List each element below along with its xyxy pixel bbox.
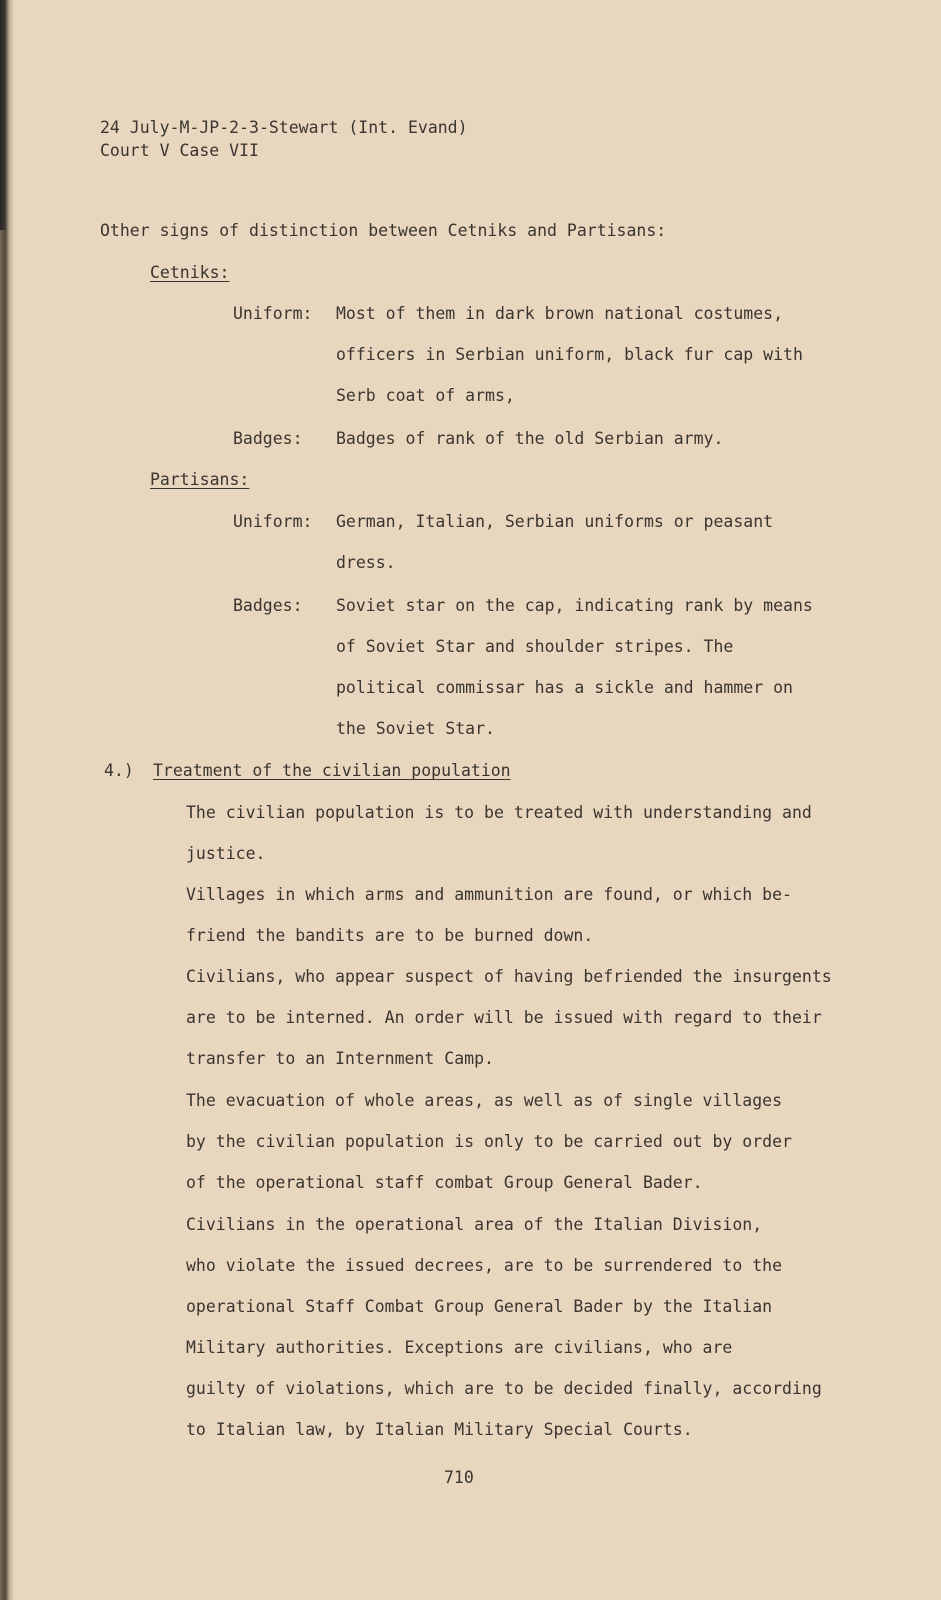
section-title: Treatment of the civilian population (153, 761, 511, 780)
body-line: Villages in which arms and ammunition are found, or which be- (186, 885, 792, 904)
partisans-uniform-line: dress. (336, 553, 396, 572)
partisans-badges-line: of Soviet Star and shoulder stripes. The (336, 637, 734, 656)
cetniks-uniform-label: Uniform: (233, 304, 313, 323)
body-line: transfer to an Internment Camp. (186, 1049, 494, 1068)
body-line: who violate the issued decrees, are to be surrendered to the (186, 1256, 783, 1275)
body-line: Civilians in the operational area of the Italian Division, (186, 1215, 763, 1234)
body-line: by the civilian population is only to be carried out by order (186, 1132, 792, 1151)
partisans-badges-line: the Soviet Star. (336, 719, 495, 738)
page-torn-edge (0, 230, 8, 1600)
cetniks-uniform-line: Serb coat of arms, (336, 386, 515, 405)
intro-text: Other signs of distinction between Cetniks and Partisans: (100, 221, 667, 240)
body-line: justice. (186, 844, 266, 863)
cetniks-uniform-line: Most of them in dark brown national costumes, (336, 304, 784, 323)
body-line: Military authorities. Exceptions are civilians, who are (186, 1338, 733, 1357)
partisans-uniform-line: German, Italian, Serbian uniforms or peasant (336, 512, 774, 531)
body-line: to Italian law, by Italian Military Special Courts. (186, 1420, 693, 1439)
body-line: of the operational staff combat Group General Bader. (186, 1173, 703, 1192)
partisans-heading: Partisans: (150, 470, 250, 489)
section-number: 4.) (104, 761, 134, 780)
header-court-case: Court V Case VII (100, 141, 259, 160)
cetniks-badges-line: Badges of rank of the old Serbian army. (336, 429, 724, 448)
body-line: are to be interned. An order will be issued with regard to their (186, 1008, 822, 1027)
body-line: The civilian population is to be treated with understanding and (186, 803, 812, 822)
cetniks-heading: Cetniks: (150, 263, 230, 282)
partisans-uniform-label: Uniform: (233, 512, 313, 531)
body-line: Civilians, who appear suspect of having befriended the insurgents (186, 967, 832, 986)
partisans-badges-line: Soviet star on the cap, indicating rank by means (336, 596, 813, 615)
page-number: 710 (444, 1468, 474, 1487)
partisans-badges-line: political commissar has a sickle and hammer on (336, 678, 793, 697)
body-line: guilty of violations, which are to be decided finally, according (186, 1379, 822, 1398)
cetniks-uniform-line: officers in Serbian uniform, black fur cap with (336, 345, 803, 364)
body-line: The evacuation of whole areas, as well as of single villages (186, 1091, 783, 1110)
cetniks-badges-label: Badges: (233, 429, 303, 448)
body-line: operational Staff Combat Group General Bader by the Italian (186, 1297, 773, 1316)
body-line: friend the bandits are to be burned down. (186, 926, 594, 945)
header-reference: 24 July-M-JP-2-3-Stewart (Int. Evand) (100, 118, 468, 137)
partisans-badges-label: Badges: (233, 596, 303, 615)
